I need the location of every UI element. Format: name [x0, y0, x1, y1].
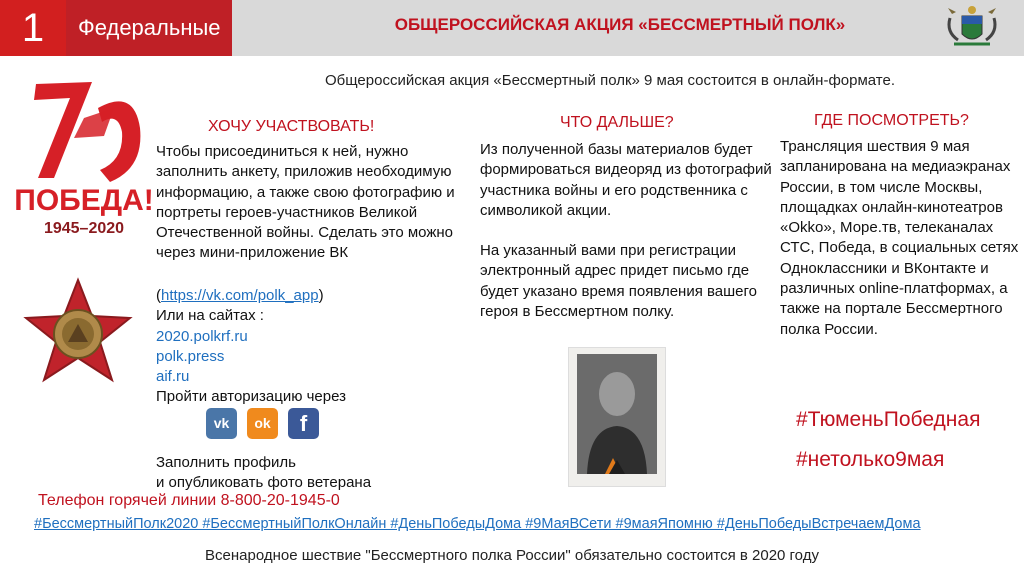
next-text	[480, 140, 780, 322]
site-link-polkrf[interactable]: 2020.polkrf.ru	[156, 327, 248, 345]
vk-app-link-line	[156, 286, 456, 306]
category-label: Федеральные	[66, 0, 232, 56]
paren-close: )	[318, 287, 324, 304]
profile-line-2: и опубликовать фото ветерана	[156, 474, 372, 492]
sites-label: Или на сайтах :	[156, 307, 264, 325]
coat-of-arms-icon	[944, 4, 1000, 50]
hotline-text: Телефон горячей линии 8-800-20-1945-0	[38, 492, 340, 509]
veteran-photo	[568, 347, 666, 487]
intro-text: Общероссийская акция «Бессмертный полк» 9 мая состоится в онлайн-формате.	[325, 72, 895, 89]
logo-years: 1945–2020	[43, 220, 125, 237]
site-link-polk-press[interactable]: polk.press	[156, 347, 225, 365]
slide-number: 1	[0, 0, 66, 56]
next-para-2: На указанный вами при регистрации электронный адрес придет письмо где будет указано время появления вашего героя в Бессмертном полку.	[480, 242, 757, 321]
social-icons	[206, 408, 329, 439]
hashtag-links[interactable]: #БессмертныйПолк2020 #БессмертныйПолкОнлайн #ДеньПобедыДома #9МаяВСети #9маяЯпомню #ДеньПобедыВстречаемДома	[34, 516, 921, 532]
vk-app-link[interactable]: https://vk.com/polk_app	[161, 287, 319, 304]
heading-next: ЧТО ДАЛЬШЕ?	[560, 114, 674, 131]
heading-where-to-watch: ГДЕ ПОСМОТРЕТЬ?	[814, 112, 969, 129]
where-to-watch-text: Трансляция шествия 9 мая запланирована на медиаэкранах России, в том числе Москвы, площадках онлайн-кинотеатров «Okko», Море.тв, телеканалах СТС, Победа, в социальных сетях Одноклассники и ВКонтакте и различных online-платформах, а также на портале Бессмертного полка России.	[780, 138, 1019, 338]
paren-open: (	[156, 287, 161, 304]
links-block	[156, 286, 456, 408]
footer-text: Всенародное шествие "Бессмертного полка России" обязательно состоится в 2020 году	[205, 547, 819, 564]
site-link-aif[interactable]: aif.ru	[156, 368, 190, 386]
ok-icon[interactable]: ok	[247, 408, 278, 439]
profile-block	[156, 453, 456, 494]
victory-75-logo	[14, 78, 154, 238]
hashtag-not-only: #нетолько9мая	[796, 448, 945, 471]
logo-word: ПОБЕДА!	[14, 184, 154, 217]
page-title: ОБЩЕРОССИЙСКАЯ АКЦИЯ «БЕССМЕРТНЫЙ ПОЛК»	[394, 15, 846, 34]
participate-text: Чтобы присоединиться к ней, нужно заполнить анкету, приложив необходимую информацию, а также свою фотографию и портреты героев-участников Великой Отечественной войны. Сделать это можно через мини-приложение ВК	[156, 143, 455, 262]
hashtag-tyumen: #ТюменьПобедная	[796, 408, 981, 431]
star-medal-icon	[22, 276, 134, 388]
profile-line-1: Заполнить профиль	[156, 454, 296, 471]
facebook-icon[interactable]: f	[288, 408, 319, 439]
auth-text: Пройти авторизацию через	[156, 388, 347, 406]
vk-icon[interactable]: vk	[206, 408, 237, 439]
heading-participate: ХОЧУ УЧАСТВОВАТЬ!	[208, 118, 375, 135]
next-para-1: Из полученной базы материалов будет формироваться видеоряд из фотографий участника войны и его родственника с символикой акции.	[480, 141, 772, 219]
